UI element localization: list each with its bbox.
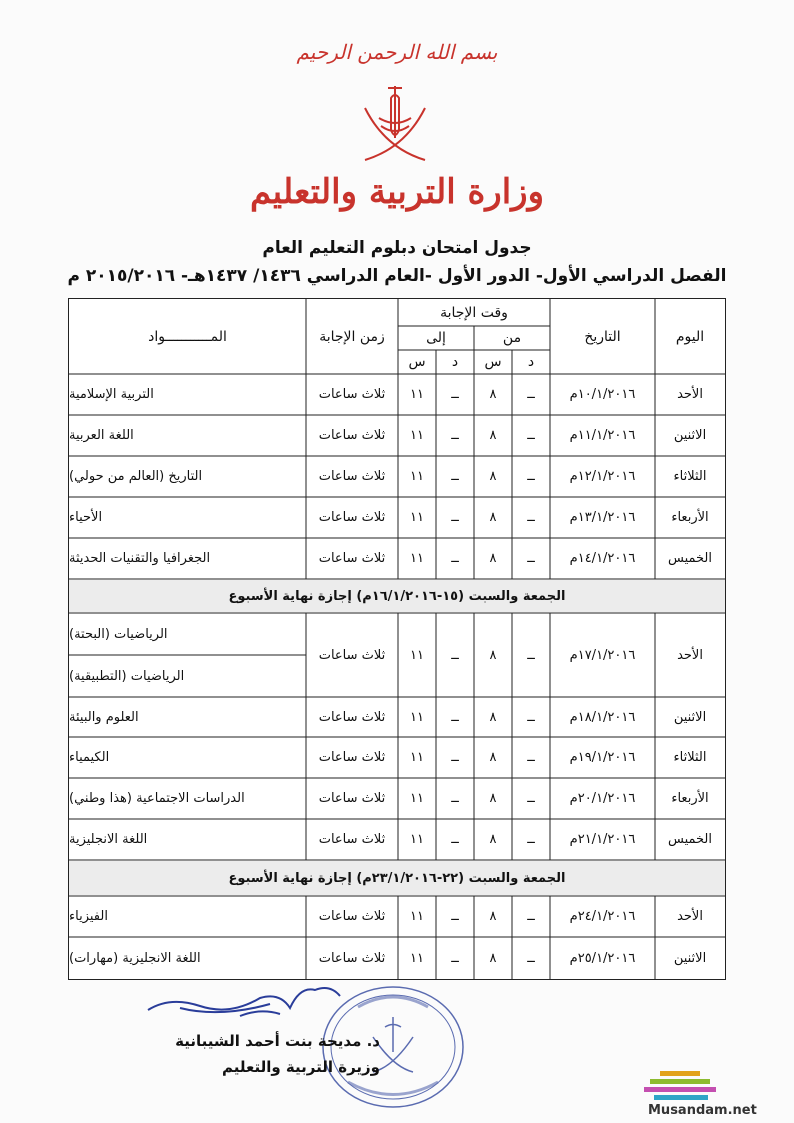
cell-from-min: ــ xyxy=(527,510,535,525)
cell-to-min: ــ xyxy=(451,469,459,484)
cell-from-hour: ٨ xyxy=(489,750,497,765)
cell-to-min: ــ xyxy=(451,909,459,924)
cell-date: ١٢/١/٢٠١٦م xyxy=(569,469,636,484)
cell-date: ٢٤/١/٢٠١٦م xyxy=(569,909,636,924)
cell-day: الأحد xyxy=(677,387,703,402)
cell-from-min: ــ xyxy=(527,647,535,663)
cell-from-hour: ٨ xyxy=(489,647,497,663)
cell-subject: اللغة العربية xyxy=(69,428,134,443)
header-day: اليوم xyxy=(675,328,705,345)
cell-day: الأحد xyxy=(677,647,703,663)
cell-from-hour: ٨ xyxy=(489,832,497,847)
cell-subject: الرياضيات (التطبيقية) xyxy=(69,668,185,684)
cell-from-min: ــ xyxy=(527,750,535,765)
cell-to-min: ــ xyxy=(451,832,459,847)
cell-subject: الفيزياء xyxy=(69,909,108,924)
cell-from-hour: ٨ xyxy=(489,909,497,924)
signatory-name: د. مديحة بنت أحمد الشيبانية xyxy=(175,1032,380,1050)
cell-day: الأربعاء xyxy=(671,791,709,806)
cell-duration: ثلاث ساعات xyxy=(318,750,386,765)
cell-from-min: ــ xyxy=(527,428,535,443)
cell-day: الاثنين xyxy=(673,428,707,443)
cell-from-hour: ٨ xyxy=(489,469,497,484)
cell-to-min: ــ xyxy=(451,428,459,443)
cell-duration: ثلاث ساعات xyxy=(318,428,386,443)
cell-day: الأربعاء xyxy=(671,510,709,525)
cell-day: الاثنين xyxy=(673,950,707,966)
cell-date: ١١/١/٢٠١٦م xyxy=(569,428,636,443)
cell-date: ١٧/١/٢٠١٦م xyxy=(569,647,636,663)
header-from-minute: د xyxy=(527,354,535,370)
cell-subject: الرياضيات (البحتة) xyxy=(69,626,168,642)
cell-from-min: ــ xyxy=(527,950,535,966)
cell-from-min: ــ xyxy=(527,387,535,402)
cell-duration: ثلاث ساعات xyxy=(318,950,386,966)
cell-day: الأحد xyxy=(677,909,703,924)
weekend-separator: الجمعة والسبت (٢٢-٢٣/١/٢٠١٦م) إجازة نهاية الأسبوع xyxy=(69,861,725,895)
cell-to-hour: ١١ xyxy=(410,428,424,443)
cell-subject: العلوم والبيئة xyxy=(69,709,139,725)
cell-date: ٢٠/١/٢٠١٦م xyxy=(569,791,636,806)
cell-subject: اللغة الانجليزية xyxy=(69,832,148,847)
cell-date: ١٠/١/٢٠١٦م xyxy=(569,387,636,402)
header-to-minute: د xyxy=(451,354,459,370)
cell-duration: ثلاث ساعات xyxy=(318,709,386,725)
header-from-hour: س xyxy=(484,354,502,370)
cell-from-hour: ٨ xyxy=(489,709,497,725)
cell-subject: التربية الإسلامية xyxy=(69,387,154,402)
cell-from-min: ــ xyxy=(527,791,535,806)
cell-from-hour: ٨ xyxy=(489,950,497,966)
cell-to-hour: ١١ xyxy=(410,387,424,402)
cell-subject: التاريخ (العالم من حولي) xyxy=(69,469,203,484)
cell-duration: ثلاث ساعات xyxy=(318,510,386,525)
cell-to-min: ــ xyxy=(451,750,459,765)
cell-to-min: ــ xyxy=(451,551,459,566)
header-to-hour: س xyxy=(408,354,426,370)
cell-day: الثلاثاء xyxy=(673,469,707,484)
document-subtitle: الفصل الدراسي الأول- الدور الأول -العام الدراسي ١٤٣٦/ ١٤٣٧هـ- ٢٠١٥/٢٠١٦ م xyxy=(67,266,727,286)
cell-duration: ثلاث ساعات xyxy=(318,909,386,924)
cell-from-hour: ٨ xyxy=(489,551,497,566)
cell-to-min: ــ xyxy=(451,387,459,402)
cell-date: ١٨/١/٢٠١٦م xyxy=(569,709,636,725)
cell-to-hour: ١١ xyxy=(410,791,424,806)
cell-to-hour: ١١ xyxy=(410,750,424,765)
weekend-separator: الجمعة والسبت (١٥-١٦/١/٢٠١٦م) إجازة نهاية الأسبوع xyxy=(69,580,725,612)
watermark-text: Musandam.net xyxy=(648,1103,757,1118)
cell-date: ٢٥/١/٢٠١٦م xyxy=(569,950,636,966)
cell-duration: ثلاث ساعات xyxy=(318,791,386,806)
cell-duration: ثلاث ساعات xyxy=(318,387,386,402)
cell-to-hour: ١١ xyxy=(410,647,424,663)
cell-subject: الكيمياء xyxy=(69,750,110,765)
cell-subject: الجغرافيا والتقنيات الحديثة xyxy=(69,551,211,566)
signatory-title: وزيرة التربية والتعليم xyxy=(222,1058,380,1076)
header-date: التاريخ xyxy=(584,328,621,345)
header-duration: زمن الإجابة xyxy=(319,328,385,345)
cell-day: الاثنين xyxy=(673,709,707,725)
cell-to-hour: ١١ xyxy=(410,469,424,484)
cell-to-min: ــ xyxy=(451,510,459,525)
cell-to-min: ــ xyxy=(451,950,459,966)
cell-from-hour: ٨ xyxy=(489,510,497,525)
cell-duration: ثلاث ساعات xyxy=(318,551,386,566)
cell-to-hour: ١١ xyxy=(410,832,424,847)
cell-date: ١٩/١/٢٠١٦م xyxy=(569,750,636,765)
oman-emblem-icon xyxy=(355,78,435,168)
cell-from-min: ــ xyxy=(527,909,535,924)
cell-to-hour: ١١ xyxy=(410,950,424,966)
cell-from-min: ــ xyxy=(527,832,535,847)
document-title: جدول امتحان دبلوم التعليم العام xyxy=(262,238,532,258)
ministry-name-logo: وزارة التربية والتعليم xyxy=(250,172,544,212)
cell-to-hour: ١١ xyxy=(410,551,424,566)
cell-day: الثلاثاء xyxy=(673,750,707,765)
cell-date: ١٣/١/٢٠١٦م xyxy=(569,510,636,525)
header-subjects: المـــــــــــواد xyxy=(148,328,227,345)
exam-schedule-table xyxy=(68,298,726,980)
cell-from-min: ــ xyxy=(527,551,535,566)
cell-from-hour: ٨ xyxy=(489,791,497,806)
cell-to-min: ــ xyxy=(451,791,459,806)
cell-from-min: ــ xyxy=(527,469,535,484)
cell-duration: ثلاث ساعات xyxy=(318,469,386,484)
header-answer-time: وقت الإجابة xyxy=(440,304,508,321)
cell-to-min: ــ xyxy=(451,647,459,663)
cell-from-hour: ٨ xyxy=(489,387,497,402)
cell-date: ١٤/١/٢٠١٦م xyxy=(569,551,636,566)
cell-from-min: ــ xyxy=(527,709,535,725)
basmala-calligraphy: بسم الله الرحمن الرحيم xyxy=(296,40,498,64)
cell-subject: اللغة الانجليزية (مهارات) xyxy=(69,950,201,966)
cell-to-hour: ١١ xyxy=(410,510,424,525)
cell-subject: الدراسات الاجتماعية (هذا وطني) xyxy=(69,791,245,806)
header-from: من xyxy=(502,330,522,346)
cell-subject: الأحياء xyxy=(69,510,103,525)
cell-duration: ثلاث ساعات xyxy=(318,832,386,847)
header-to: إلى xyxy=(426,330,446,346)
cell-from-hour: ٨ xyxy=(489,428,497,443)
cell-to-hour: ١١ xyxy=(410,909,424,924)
cell-date: ٢١/١/٢٠١٦م xyxy=(569,832,636,847)
cell-duration: ثلاث ساعات xyxy=(318,647,386,663)
cell-day: الخميس xyxy=(668,551,712,566)
cell-to-min: ــ xyxy=(451,709,459,725)
cell-to-hour: ١١ xyxy=(410,709,424,725)
cell-day: الخميس xyxy=(668,832,712,847)
